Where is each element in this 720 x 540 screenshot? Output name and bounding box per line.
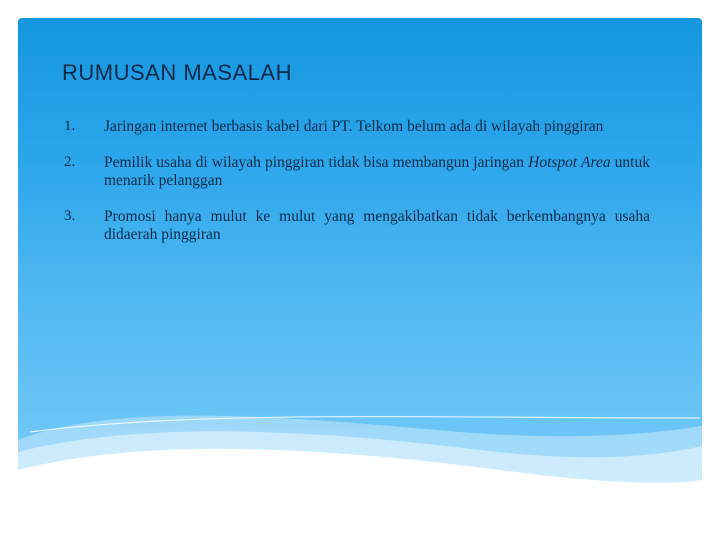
list-item <box>64 118 650 136</box>
item-number: 3. <box>64 208 76 224</box>
item-text-part: untuk menarik pelanggan <box>104 154 650 189</box>
list-item <box>64 208 650 244</box>
item-text-part: Pemilik usaha di wilayah pinggiran tidak bisa membangun jaringan <box>104 154 529 171</box>
item-text <box>104 154 650 190</box>
item-number: 2. <box>64 154 76 170</box>
list-item <box>64 154 650 190</box>
item-text <box>104 118 650 136</box>
problem-list <box>64 118 650 262</box>
item-text-part: Jaringan internet berbasis kabel dari PT. Telkom belum ada di wilayah pinggiran <box>104 118 604 135</box>
item-text <box>104 208 650 244</box>
item-text-italic: Hotspot Area <box>528 154 611 171</box>
item-number: 1. <box>64 118 76 134</box>
item-text-part: Promosi hanya mulut ke mulut yang mengakibatkan tidak berkembangnya usaha didaerah pinggiran <box>104 208 650 243</box>
slide-title: RUMUSAN MASALAH <box>62 60 292 85</box>
